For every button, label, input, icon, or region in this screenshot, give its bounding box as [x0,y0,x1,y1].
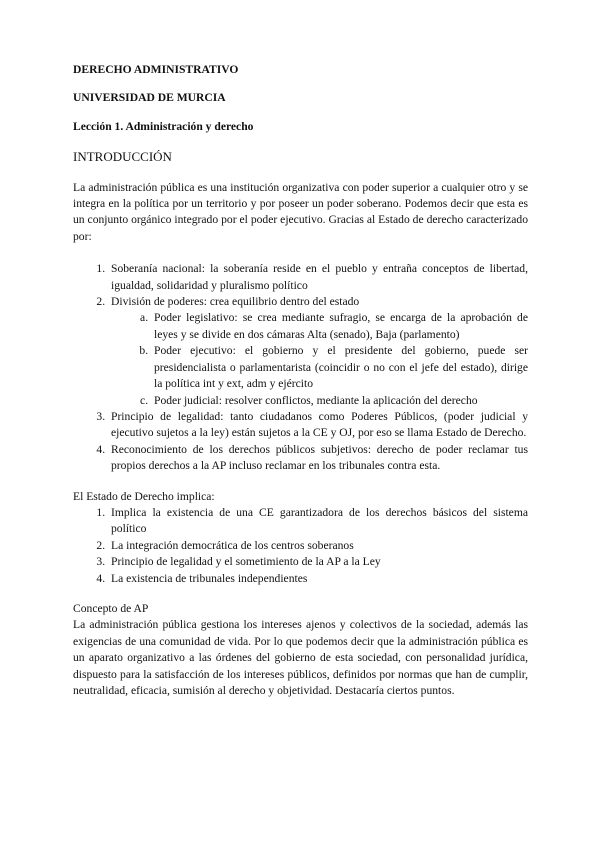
estado-list [73,505,528,587]
list-item-text: Principio de legalidad y el sometimiento de la AP a la Ley [111,555,381,569]
list-item-text: División de poderes: crea equilibrio dentro del estado [111,295,360,309]
list-item [108,538,528,554]
lesson-heading: Lección 1. Administración y derecho [73,119,254,133]
list-item [108,505,528,538]
concept-heading: Concepto de AP [73,601,149,615]
powers-list [111,310,528,408]
intro-heading: INTRODUCCIÓN [73,149,172,165]
intro-paragraph: La administración pública es una institución organizativa con poder superior a cualquier otro y se integra en la política por un territorio y por poseer un poder soberano. Podemos decir que esta es un conjunto orgánico integrado por el poder ejecutivo. Gracias al Estado de derecho caracterizado por: [73,180,528,243]
document-body [73,62,528,699]
list-item [108,554,528,570]
list-item [151,343,528,392]
list-item [151,310,528,343]
document-title: DERECHO ADMINISTRATIVO [73,63,239,76]
list-item-text: Reconocimiento de los derechos públicos subjetivos: derecho de poder reclamar tus propios derechos a la AP incluso reclamar en los tribunales contra esta. [111,442,528,473]
university-heading: UNIVERSIDAD DE MURCIA [73,91,226,105]
list-item-text: Principio de legalidad: tanto ciudadanos como Poderes Públicos, (poder judicial y ejecutivo sujetos a la ley) están sujetos a la CE y OJ, por eso se llama Estado de Derecho. [111,409,528,440]
list-item [108,442,528,475]
characteristics-list [73,261,528,474]
concept-paragraph: La administración pública gestiona los intereses ajenos y colectivos de la sociedad, además las exigencias de una comunidad de vida. Por lo que podemos decir que la administración pública es un aparato organizativo a las órdenes del gobierno de esta sociedad, con personalidad jurídica, dispuesto para la satisfacción de los intereses públicos, definidos por normas que han de cumplir, neutralidad, eficacia, sumisión al derecho y objetividad. Destacaría ciertos puntos. [73,618,528,697]
list-item [108,294,528,409]
list-item [151,393,528,409]
estado-heading: El Estado de Derecho implica: [73,489,215,503]
list-item-text: Poder legislativo: se crea mediante sufragio, se encarga de la aprobación de leyes y se divide en dos cámaras Alta (senado), Baja (parlamento) [154,311,528,341]
list-item-text: La integración democrática de los centros soberanos [111,538,354,552]
list-item [108,409,528,442]
list-item-text: Poder ejecutivo: el gobierno y el presidente del gobierno, puede ser presidencialista o parlamentarista (coincidir o no con el jefe del estado), dirige la política int y ext, adm y ejército [154,344,528,391]
list-item-text: Implica la existencia de una CE garantizadora de los derechos básicos del sistema político [111,505,528,536]
list-item [108,571,528,587]
list-item-text: La existencia de tribunales independientes [111,571,308,585]
list-item [108,261,528,294]
list-item-text: Poder judicial: resolver conflictos, mediante la aplicación del derecho [154,393,478,407]
list-item-text: Soberanía nacional: la soberanía reside en el pueblo y entraña conceptos de libertad, igualdad, solidaridad y pluralismo político [111,262,528,292]
